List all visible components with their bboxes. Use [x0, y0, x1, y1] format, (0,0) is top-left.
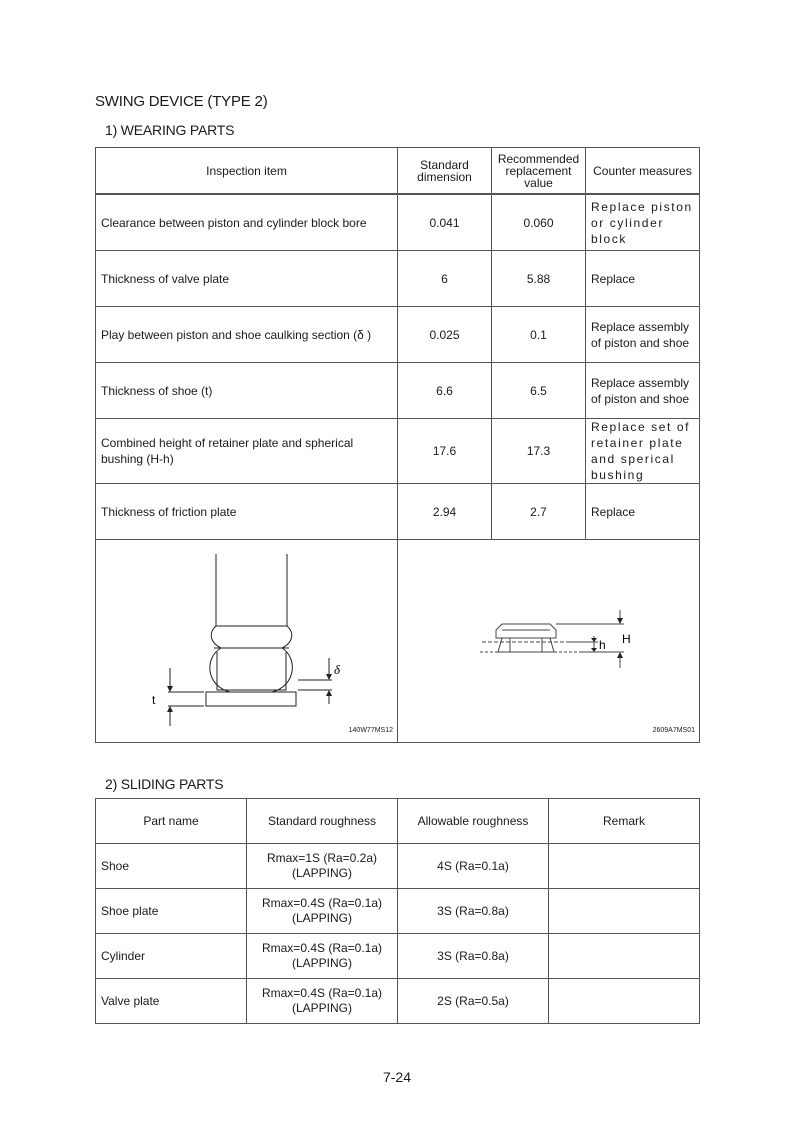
standard-roughness-value: Rmax=0.4S (Ra=0.1a) — [261, 941, 383, 955]
table-row — [96, 194, 700, 251]
inspection-item: Clearance between piston and cylinder block bore — [96, 194, 398, 251]
piston-shoe-diagram — [96, 540, 398, 742]
standard-roughness — [247, 844, 398, 889]
recommended-value: 0.1 — [492, 307, 586, 363]
standard-roughness-method: (LAPPING) — [291, 956, 352, 970]
allowable-roughness: 3S (Ra=0.8a) — [398, 934, 549, 979]
inspection-item: Combined height of retainer plate and spherical bushing (H-h) — [96, 419, 398, 484]
recommended-value: 6.5 — [492, 363, 586, 419]
recommended-value: 5.88 — [492, 251, 586, 307]
counter-measure: Replace piston or cylinder block — [586, 194, 700, 251]
retainer-plate-diagram — [398, 540, 700, 742]
header-counter-measures: Counter measures — [586, 148, 700, 195]
H-label: H — [622, 632, 631, 646]
table-row — [96, 363, 700, 419]
standard-roughness — [247, 889, 398, 934]
standard-roughness — [247, 934, 398, 979]
allowable-roughness: 3S (Ra=0.8a) — [398, 889, 549, 934]
allowable-roughness: 2S (Ra=0.5a) — [398, 979, 549, 1024]
standard-roughness-value: Rmax=0.4S (Ra=0.1a) — [261, 896, 383, 910]
standard-dimension: 6 — [398, 251, 492, 307]
table-row — [96, 844, 700, 889]
sliding-parts-table — [95, 798, 700, 1024]
figure-code-left: 140W77MS12 — [348, 727, 393, 734]
table-row — [96, 979, 700, 1024]
remark — [549, 889, 700, 934]
inspection-item: Thickness of friction plate — [96, 484, 398, 540]
standard-roughness-value: Rmax=0.4S (Ra=0.1a) — [261, 986, 383, 1000]
inspection-item: Play between piston and shoe caulking section (δ ) — [96, 307, 398, 363]
part-name: Valve plate — [96, 979, 247, 1024]
table-row — [96, 889, 700, 934]
wearing-parts-title: 1) WEARING PARTS — [105, 122, 235, 138]
sliding-parts-title: 2) SLIDING PARTS — [105, 776, 224, 792]
table-row — [96, 419, 700, 484]
header-remark: Remark — [549, 799, 700, 844]
table-row — [96, 934, 700, 979]
standard-roughness-method: (LAPPING) — [291, 911, 352, 925]
remark — [549, 844, 700, 889]
table-header-row — [96, 148, 700, 195]
figure-code-right: 2609A7MS01 — [652, 727, 695, 734]
standard-roughness-method: (LAPPING) — [291, 866, 352, 880]
header-standard-roughness: Standard roughness — [247, 799, 398, 844]
inspection-item: Thickness of valve plate — [96, 251, 398, 307]
recommended-value: 2.7 — [492, 484, 586, 540]
inspection-item: Thickness of shoe (t) — [96, 363, 398, 419]
standard-roughness-method: (LAPPING) — [291, 1001, 352, 1015]
header-part-name: Part name — [96, 799, 247, 844]
remark — [549, 934, 700, 979]
allowable-roughness: 4S (Ra=0.1a) — [398, 844, 549, 889]
figure-row — [96, 540, 700, 743]
header-allowable-roughness: Allowable roughness — [398, 799, 549, 844]
standard-roughness-value: Rmax=1S (Ra=0.2a) — [266, 851, 378, 865]
wearing-parts-table — [95, 147, 700, 743]
t-label: t — [152, 693, 156, 707]
page-title: SWING DEVICE (TYPE 2) — [95, 93, 268, 110]
retainer-figure-cell — [398, 540, 700, 743]
table-row — [96, 307, 700, 363]
standard-dimension: 2.94 — [398, 484, 492, 540]
standard-dimension: 0.025 — [398, 307, 492, 363]
counter-measure: Replace — [586, 484, 700, 540]
recommended-value: 0.060 — [492, 194, 586, 251]
counter-measure: Replace — [586, 251, 700, 307]
standard-roughness — [247, 979, 398, 1024]
standard-dimension: 6.6 — [398, 363, 492, 419]
counter-measure: Replace assembly of piston and shoe — [586, 363, 700, 419]
counter-measure: Replace assembly of piston and shoe — [586, 307, 700, 363]
standard-dimension: 17.6 — [398, 419, 492, 484]
h-label: h — [599, 638, 606, 652]
counter-measure: Replace set of retainer plate and sperical bushing — [586, 419, 700, 484]
delta-label: δ — [334, 662, 341, 677]
part-name: Shoe — [96, 844, 247, 889]
header-recommended-value: Recommended replacement value — [492, 148, 586, 195]
header-standard-dimension: Standard dimension — [398, 148, 492, 195]
header-inspection-item: Inspection item — [96, 148, 398, 195]
part-name: Shoe plate — [96, 889, 247, 934]
table-row — [96, 251, 700, 307]
remark — [549, 979, 700, 1024]
standard-dimension: 0.041 — [398, 194, 492, 251]
piston-shoe-figure-cell — [96, 540, 398, 743]
table-row — [96, 484, 700, 540]
table-header-row — [96, 799, 700, 844]
page-number: 7-24 — [382, 1069, 412, 1085]
recommended-value: 17.3 — [492, 419, 586, 484]
part-name: Cylinder — [96, 934, 247, 979]
